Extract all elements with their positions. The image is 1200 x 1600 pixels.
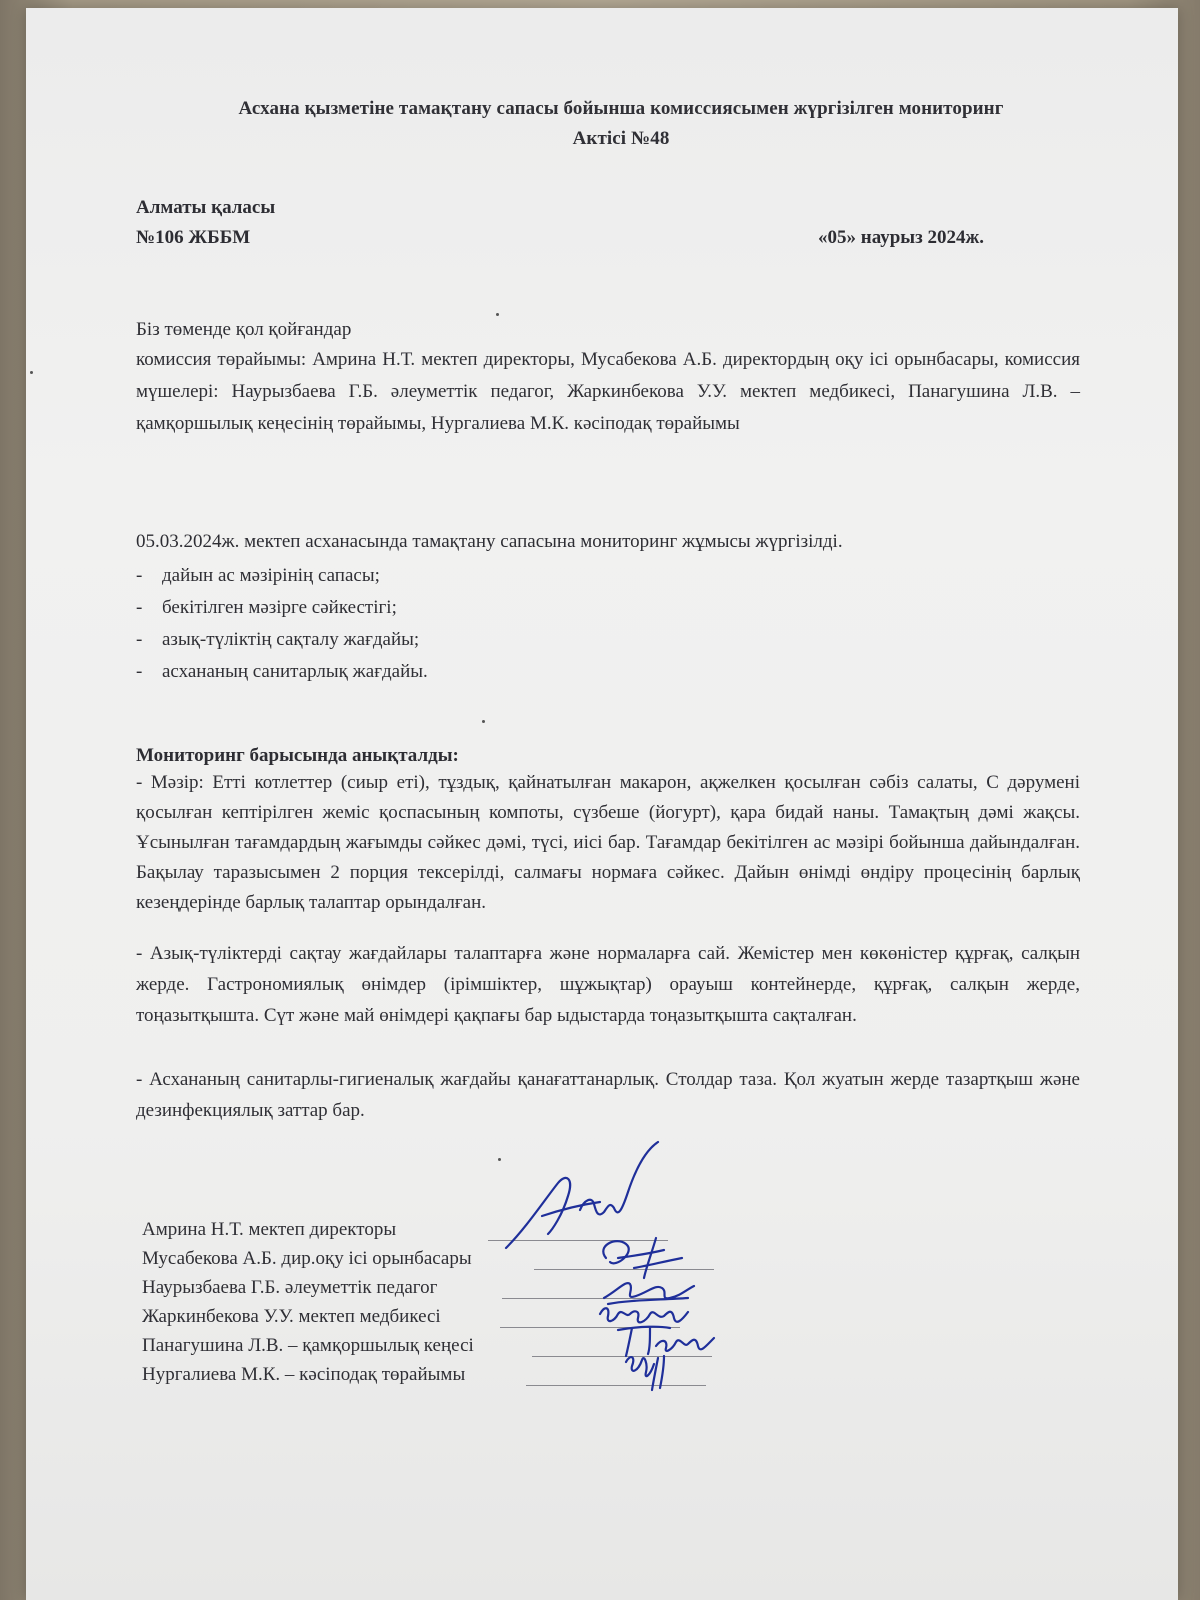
signatory-row (142, 1303, 441, 1330)
paper-speck (496, 313, 499, 316)
commission-members-paragraph: комиссия төрайымы: Амрина Н.Т. мектеп директоры, Мусабекова А.Б. директордың оқу ісі орынбасары, комиссия мүшелері: Наурызбаева Г.Б. әлеуметтік педагог, Жаркинбекова У.У. мектеп медбикесі, Панагушина Л.В. – қамқоршылық кеңесінің төрайымы, Нургалиева М.К. кәсіподақ төрайымы (136, 349, 1080, 434)
checklist-item-text: бекітілген мәзірге сәйкестігі; (162, 597, 397, 618)
checklist-item-text: азық-түліктің сақталу жағдайы; (162, 629, 420, 650)
checklist-item-text: дайын ас мәзірінің сапасы; (162, 565, 380, 586)
paper-speck (498, 1158, 501, 1161)
finding-menu: - Мәзір: Етті котлеттер (сиыр еті), тұздық, қайнатылған макарон, ақжелкен қосылған сәбіз салаты, С дәрумені қосылған кептірілген жеміс қоспасының компоты, сүзбеше (йогурт), қара бидай наны. Тамақтың дәмі жақсы. Ұсынылған тағамдардың жағымды сәйкес дәмі, түсі, иісі бар. Тағамдар бекітілген ас мәзірі бойынша дайындалған. Бақылау таразысымен 2 порция тексерілді, салмағы нормаға сәйкес. Дайын өнімді өндіру процесінің барлық кезеңдерінде барлық талаптар орындалған. (136, 772, 1080, 913)
list-dash: - (136, 597, 143, 618)
city-label: Алматы қаласы (136, 197, 276, 218)
signatory-name: Наурызбаева Г.Б. әлеуметтік педагог (142, 1277, 438, 1298)
act-title-line-2: Актісі №48 (572, 128, 670, 149)
signatory-name: Панагушина Л.В. – қамқоршылық кеңесі (142, 1335, 474, 1356)
findings-heading: Мониторинг барысында анықталды: (136, 745, 459, 766)
monitoring-statement: 05.03.2024ж. мектеп асханасында тамақтану сапасына мониторинг жұмысы жүргізілді. (136, 531, 843, 552)
finding-storage: - Азық-түліктерді сақтау жағдайлары талаптарға және нормаларға сай. Жемістер мен көкөністер құрғақ, салқын жерде. Гастрономиялық өнімдер (ірімшіктер, шұжықтар) орауыш контейнерде, құрғақ, салқын жерде, тоңазытқышта. Сүт және май өнімдері қақпағы бар ыдыстарда тоңазытқышта сақталған. (136, 943, 1080, 1026)
signatory-row (142, 1216, 396, 1243)
paper-speck (482, 720, 485, 723)
paper-speck (30, 371, 33, 374)
act-title-line-1: Асхана қызметіне тамақтану сапасы бойынша комиссиясымен жүргізілген мониторинг (238, 98, 1004, 119)
school-label: №106 ЖББМ (136, 227, 251, 248)
checklist-item-text: асхананың санитарлық жағдайы. (162, 661, 428, 682)
checklist-item (136, 656, 428, 688)
signatory-name: Мусабекова А.Б. дир.оқу ісі орынбасары (142, 1248, 472, 1269)
signatory-row (142, 1274, 437, 1301)
finding-sanitary: - Асхананың санитарлы-гигиеналық жағдайы қанағаттанарлық. Столдар таза. Қол жуатын жерде тазартқыш және дезинфекциялық заттар бар. (136, 1069, 1080, 1121)
signatory-row (142, 1332, 474, 1359)
checklist-item (136, 560, 380, 592)
signatory-name: Жаркинбекова У.У. мектеп медбикесі (142, 1306, 441, 1327)
signature-union-chair (620, 1348, 680, 1396)
signatory-row (142, 1245, 472, 1272)
document-page (26, 8, 1178, 1600)
list-dash: - (136, 629, 143, 650)
act-date: «05» наурыз 2024ж. (818, 227, 985, 248)
intro-line: Біз төменде қол қойғандар (136, 319, 352, 340)
signatory-name: Нургалиева М.К. – кәсіподақ төрайымы (142, 1364, 466, 1385)
signatory-row (142, 1361, 465, 1388)
list-dash: - (136, 661, 143, 682)
checklist-item (136, 592, 397, 624)
signatory-name: Амрина Н.Т. мектеп директоры (142, 1219, 397, 1240)
list-dash: - (136, 565, 143, 586)
checklist-item (136, 624, 419, 656)
